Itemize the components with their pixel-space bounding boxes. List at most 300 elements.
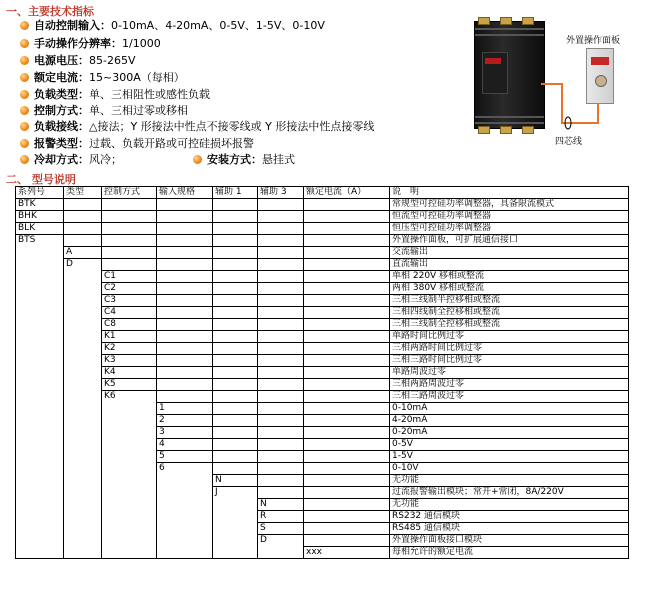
blank-cell: [213, 211, 258, 223]
blank-cell: [16, 319, 64, 331]
cable-label: 四芯线: [555, 137, 583, 147]
description-cell: 单相 220V 移相或整流: [390, 271, 629, 283]
blank-cell: [157, 487, 213, 499]
table-header-row: [16, 187, 629, 199]
description-cell: 三相三线制全控移相或整流: [390, 319, 629, 331]
description-cell: 交流输出: [390, 247, 629, 259]
blank-cell: [304, 487, 390, 499]
table-row: [16, 223, 629, 235]
blank-cell: [64, 403, 102, 415]
blank-cell: [64, 235, 102, 247]
description-cell: 直流输出: [390, 259, 629, 271]
blank-cell: [102, 547, 157, 559]
blank-cell: [157, 535, 213, 547]
blank-cell: [213, 199, 258, 211]
blank-cell: [157, 367, 213, 379]
blank-cell: [304, 439, 390, 451]
blank-cell: [64, 307, 102, 319]
blank-cell: [64, 283, 102, 295]
blank-cell: [258, 247, 304, 259]
code-cell: xxx: [304, 547, 390, 559]
blank-cell: [64, 331, 102, 343]
blank-cell: [16, 427, 64, 439]
table-row: [16, 523, 629, 535]
blank-cell: [258, 343, 304, 355]
blank-cell: [157, 307, 213, 319]
blank-cell: [304, 511, 390, 523]
spec-value: 15~300A（每相）: [89, 71, 185, 84]
blank-cell: [304, 283, 390, 295]
table-row: [16, 283, 629, 295]
blank-cell: [258, 391, 304, 403]
blank-cell: [157, 343, 213, 355]
blank-cell: [16, 415, 64, 427]
blank-cell: [157, 391, 213, 403]
blank-cell: [213, 451, 258, 463]
blank-cell: [64, 523, 102, 535]
description-cell: 1-5V: [390, 451, 629, 463]
description-cell: 单路时间比例过零: [390, 331, 629, 343]
blank-cell: [157, 259, 213, 271]
blank-cell: [64, 427, 102, 439]
blank-cell: [213, 511, 258, 523]
table-row: [16, 343, 629, 355]
blank-cell: [157, 235, 213, 247]
blank-cell: [304, 223, 390, 235]
blank-cell: [157, 511, 213, 523]
spec-value: 单、三相阻性或感性负载: [89, 88, 210, 101]
column-header: 辅助 3: [258, 187, 304, 199]
section-1-title: 一、主要技术指标: [6, 5, 94, 18]
blank-cell: [213, 235, 258, 247]
table-row: [16, 511, 629, 523]
spec-label: 控制方式：: [34, 104, 89, 117]
column-header: 输入规格: [157, 187, 213, 199]
spec-label: 负载类型：: [34, 88, 89, 101]
blank-cell: [157, 499, 213, 511]
description-cell: 三相两路时间比例过零: [390, 343, 629, 355]
blank-cell: [16, 511, 64, 523]
blank-cell: [213, 355, 258, 367]
blank-cell: [16, 259, 64, 271]
description-cell: 4-20mA: [390, 415, 629, 427]
blank-cell: [16, 547, 64, 559]
column-header: 说 明: [390, 187, 629, 199]
blank-cell: [157, 247, 213, 259]
code-cell: C8: [102, 319, 157, 331]
code-cell: C4: [102, 307, 157, 319]
blank-cell: [102, 247, 157, 259]
blank-cell: [304, 499, 390, 511]
blank-cell: [258, 331, 304, 343]
description-cell: 三相四线制全控移相或整流: [390, 307, 629, 319]
blank-cell: [157, 223, 213, 235]
blank-cell: [102, 211, 157, 223]
blank-cell: [102, 499, 157, 511]
blank-cell: [213, 439, 258, 451]
blank-cell: [16, 367, 64, 379]
blank-cell: [16, 295, 64, 307]
blank-cell: [102, 199, 157, 211]
description-cell: 0-10V: [390, 463, 629, 475]
blank-cell: [16, 307, 64, 319]
description-cell: 外置操作面板接口模块: [390, 535, 629, 547]
blank-cell: [258, 199, 304, 211]
blank-cell: [258, 487, 304, 499]
code-cell: BTS: [16, 235, 64, 247]
blank-cell: [213, 343, 258, 355]
table-row: [16, 259, 629, 271]
blank-cell: [304, 355, 390, 367]
blank-cell: [64, 511, 102, 523]
blank-cell: [16, 283, 64, 295]
table-row: [16, 355, 629, 367]
blank-cell: [213, 283, 258, 295]
blank-cell: [157, 355, 213, 367]
blank-cell: [16, 355, 64, 367]
blank-cell: [102, 403, 157, 415]
blank-cell: [304, 295, 390, 307]
blank-cell: [258, 271, 304, 283]
description-cell: 三相三路时间比例过零: [390, 355, 629, 367]
column-header: 系列号: [16, 187, 64, 199]
description-cell: 三相三线制半控移相或整流: [390, 295, 629, 307]
code-cell: A: [64, 247, 102, 259]
blank-cell: [16, 487, 64, 499]
blank-cell: [64, 223, 102, 235]
blank-cell: [304, 523, 390, 535]
blank-cell: [64, 211, 102, 223]
spec-value: 0-10mA、4-20mA、0-5V、1-5V、0-10V: [111, 19, 325, 32]
spec-value: 过载、负载开路或可控硅损坏报警: [89, 137, 254, 150]
blank-cell: [64, 451, 102, 463]
blank-cell: [304, 379, 390, 391]
table-row: [16, 499, 629, 511]
blank-cell: [213, 307, 258, 319]
code-cell: K6: [102, 391, 157, 403]
code-cell: K5: [102, 379, 157, 391]
blank-cell: [64, 355, 102, 367]
blank-cell: [304, 319, 390, 331]
table-row: [16, 451, 629, 463]
blank-cell: [258, 319, 304, 331]
code-cell: S: [258, 523, 304, 535]
blank-cell: [16, 391, 64, 403]
blank-cell: [258, 451, 304, 463]
blank-cell: [64, 367, 102, 379]
blank-cell: [258, 211, 304, 223]
blank-cell: [16, 451, 64, 463]
code-cell: 4: [157, 439, 213, 451]
column-header: 额定电流（A）: [304, 187, 390, 199]
blank-cell: [64, 547, 102, 559]
blank-cell: [157, 475, 213, 487]
blank-cell: [16, 247, 64, 259]
code-cell: K3: [102, 355, 157, 367]
blank-cell: [258, 355, 304, 367]
table-row: [16, 415, 629, 427]
blank-cell: [258, 379, 304, 391]
description-cell: 过流报警输出模块；常开+常闭，8A/220V: [390, 487, 629, 499]
code-cell: 6: [157, 463, 213, 475]
blank-cell: [64, 295, 102, 307]
blank-cell: [16, 499, 64, 511]
description-cell: 0-10mA: [390, 403, 629, 415]
blank-cell: [102, 535, 157, 547]
spec-value: 单、三相过零或移相: [89, 104, 188, 117]
blank-cell: [102, 415, 157, 427]
blank-cell: [304, 343, 390, 355]
blank-cell: [64, 343, 102, 355]
blank-cell: [304, 247, 390, 259]
blank-cell: [64, 499, 102, 511]
blank-cell: [102, 427, 157, 439]
blank-cell: [64, 415, 102, 427]
blank-cell: [213, 379, 258, 391]
blank-cell: [304, 463, 390, 475]
description-cell: 三相两路周波过零: [390, 379, 629, 391]
blank-cell: [258, 475, 304, 487]
code-cell: BHK: [16, 211, 64, 223]
table-row: [16, 271, 629, 283]
blank-cell: [213, 499, 258, 511]
blank-cell: [304, 211, 390, 223]
table-row: [16, 535, 629, 547]
blank-cell: [157, 331, 213, 343]
blank-cell: [258, 547, 304, 559]
blank-cell: [258, 283, 304, 295]
blank-cell: [102, 523, 157, 535]
description-cell: 0-20mA: [390, 427, 629, 439]
blank-cell: [304, 271, 390, 283]
description-cell: 无功能: [390, 475, 629, 487]
description-cell: 外置操作面板，可扩展通信接口: [390, 235, 629, 247]
blank-cell: [304, 427, 390, 439]
spec-value: 85-265V: [89, 54, 136, 67]
blank-cell: [64, 487, 102, 499]
description-cell: RS232 通信模块: [390, 511, 629, 523]
blank-cell: [304, 259, 390, 271]
blank-cell: [157, 295, 213, 307]
blank-cell: [64, 535, 102, 547]
table-row: [16, 379, 629, 391]
blank-cell: [258, 463, 304, 475]
blank-cell: [102, 235, 157, 247]
table-row: [16, 247, 629, 259]
blank-cell: [64, 463, 102, 475]
code-cell: D: [64, 259, 102, 271]
blank-cell: [258, 307, 304, 319]
table-row: [16, 235, 629, 247]
blank-cell: [64, 439, 102, 451]
blank-cell: [258, 403, 304, 415]
blank-cell: [258, 259, 304, 271]
table-row: [16, 547, 629, 559]
spec-label: 手动操作分辨率：: [34, 37, 122, 50]
blank-cell: [64, 271, 102, 283]
table-row: [16, 307, 629, 319]
spec-label: 额定电流：: [34, 71, 89, 84]
blank-cell: [64, 391, 102, 403]
description-cell: 两相 380V 移相或整流: [390, 283, 629, 295]
blank-cell: [213, 391, 258, 403]
blank-cell: [304, 235, 390, 247]
column-header: 辅助 1: [213, 187, 258, 199]
blank-cell: [304, 331, 390, 343]
blank-cell: [213, 367, 258, 379]
spec-label: 安装方式：: [207, 153, 262, 166]
blank-cell: [16, 343, 64, 355]
blank-cell: [16, 403, 64, 415]
blank-cell: [258, 415, 304, 427]
spec-value: 风冷；: [89, 153, 122, 166]
blank-cell: [304, 199, 390, 211]
blank-cell: [64, 379, 102, 391]
blank-cell: [157, 379, 213, 391]
section-2-title: 二、 型号说明: [6, 173, 76, 186]
code-cell: 5: [157, 451, 213, 463]
table-row: [16, 487, 629, 499]
blank-cell: [213, 403, 258, 415]
spec-label: 报警类型：: [34, 137, 89, 150]
panel-label: 外置操作面板: [566, 36, 621, 46]
description-cell: 单路周波过零: [390, 367, 629, 379]
spec-value: 悬挂式: [262, 153, 295, 166]
table-row: [16, 211, 629, 223]
code-cell: N: [258, 499, 304, 511]
code-cell: K4: [102, 367, 157, 379]
table-row: [16, 427, 629, 439]
description-cell: 无功能: [390, 499, 629, 511]
blank-cell: [157, 283, 213, 295]
blank-cell: [157, 523, 213, 535]
blank-cell: [16, 271, 64, 283]
blank-cell: [304, 535, 390, 547]
column-header: 类型: [64, 187, 102, 199]
blank-cell: [213, 259, 258, 271]
spec-label: 电源电压：: [34, 54, 89, 67]
blank-cell: [16, 331, 64, 343]
code-cell: K1: [102, 331, 157, 343]
table-row: [16, 367, 629, 379]
table-row: [16, 391, 629, 403]
blank-cell: [16, 523, 64, 535]
blank-cell: [213, 247, 258, 259]
spec-label: 负载接线：: [34, 120, 89, 133]
blank-cell: [304, 475, 390, 487]
blank-cell: [213, 331, 258, 343]
blank-cell: [258, 427, 304, 439]
blank-cell: [213, 295, 258, 307]
blank-cell: [258, 439, 304, 451]
table-row: [16, 331, 629, 343]
blank-cell: [102, 511, 157, 523]
model-table: [15, 186, 629, 559]
code-cell: N: [213, 475, 258, 487]
blank-cell: [304, 307, 390, 319]
blank-cell: [102, 475, 157, 487]
spec-value: △接法；Y 形接法中性点不接零线或 Y 形接法中性点接零线: [89, 120, 375, 133]
blank-cell: [258, 367, 304, 379]
code-cell: C3: [102, 295, 157, 307]
blank-cell: [213, 223, 258, 235]
description-cell: 常规型可控硅功率调整器，具备限流模式: [390, 199, 629, 211]
blank-cell: [102, 259, 157, 271]
description-cell: 恒流型可控硅功率调整器: [390, 211, 629, 223]
blank-cell: [102, 463, 157, 475]
blank-cell: [16, 475, 64, 487]
blank-cell: [304, 415, 390, 427]
table-row: [16, 463, 629, 475]
blank-cell: [213, 271, 258, 283]
blank-cell: [258, 223, 304, 235]
blank-cell: [213, 547, 258, 559]
blank-cell: [213, 415, 258, 427]
table-row: [16, 199, 629, 211]
column-header: 控制方式: [102, 187, 157, 199]
blank-cell: [304, 451, 390, 463]
blank-cell: [16, 535, 64, 547]
code-cell: D: [258, 535, 304, 547]
blank-cell: [64, 475, 102, 487]
code-cell: 2: [157, 415, 213, 427]
blank-cell: [304, 391, 390, 403]
description-cell: 恒压型可控硅功率调整器: [390, 223, 629, 235]
code-cell: C2: [102, 283, 157, 295]
blank-cell: [102, 487, 157, 499]
blank-cell: [157, 199, 213, 211]
code-cell: 3: [157, 427, 213, 439]
blank-cell: [157, 211, 213, 223]
blank-cell: [213, 463, 258, 475]
blank-cell: [64, 199, 102, 211]
code-cell: K2: [102, 343, 157, 355]
spec-label: 自动控制输入：: [34, 19, 111, 32]
table-row: [16, 439, 629, 451]
blank-cell: [157, 547, 213, 559]
blank-cell: [64, 319, 102, 331]
code-cell: J: [213, 487, 258, 499]
code-cell: C1: [102, 271, 157, 283]
blank-cell: [258, 295, 304, 307]
blank-cell: [16, 379, 64, 391]
spec-value: 1/1000: [122, 37, 161, 50]
blank-cell: [102, 223, 157, 235]
description-cell: RS485 通信模块: [390, 523, 629, 535]
table-row: [16, 319, 629, 331]
blank-cell: [102, 451, 157, 463]
description-cell: 三相三路周波过零: [390, 391, 629, 403]
description-cell: 每相允许的额定电流: [390, 547, 629, 559]
blank-cell: [213, 523, 258, 535]
blank-cell: [304, 367, 390, 379]
code-cell: 1: [157, 403, 213, 415]
blank-cell: [102, 439, 157, 451]
blank-cell: [157, 319, 213, 331]
blank-cell: [16, 439, 64, 451]
blank-cell: [213, 319, 258, 331]
blank-cell: [304, 403, 390, 415]
code-cell: R: [258, 511, 304, 523]
table-row: [16, 475, 629, 487]
description-cell: 0-5V: [390, 439, 629, 451]
blank-cell: [157, 271, 213, 283]
blank-cell: [213, 427, 258, 439]
code-cell: BTK: [16, 199, 64, 211]
blank-cell: [213, 535, 258, 547]
table-row: [16, 403, 629, 415]
table-row: [16, 295, 629, 307]
